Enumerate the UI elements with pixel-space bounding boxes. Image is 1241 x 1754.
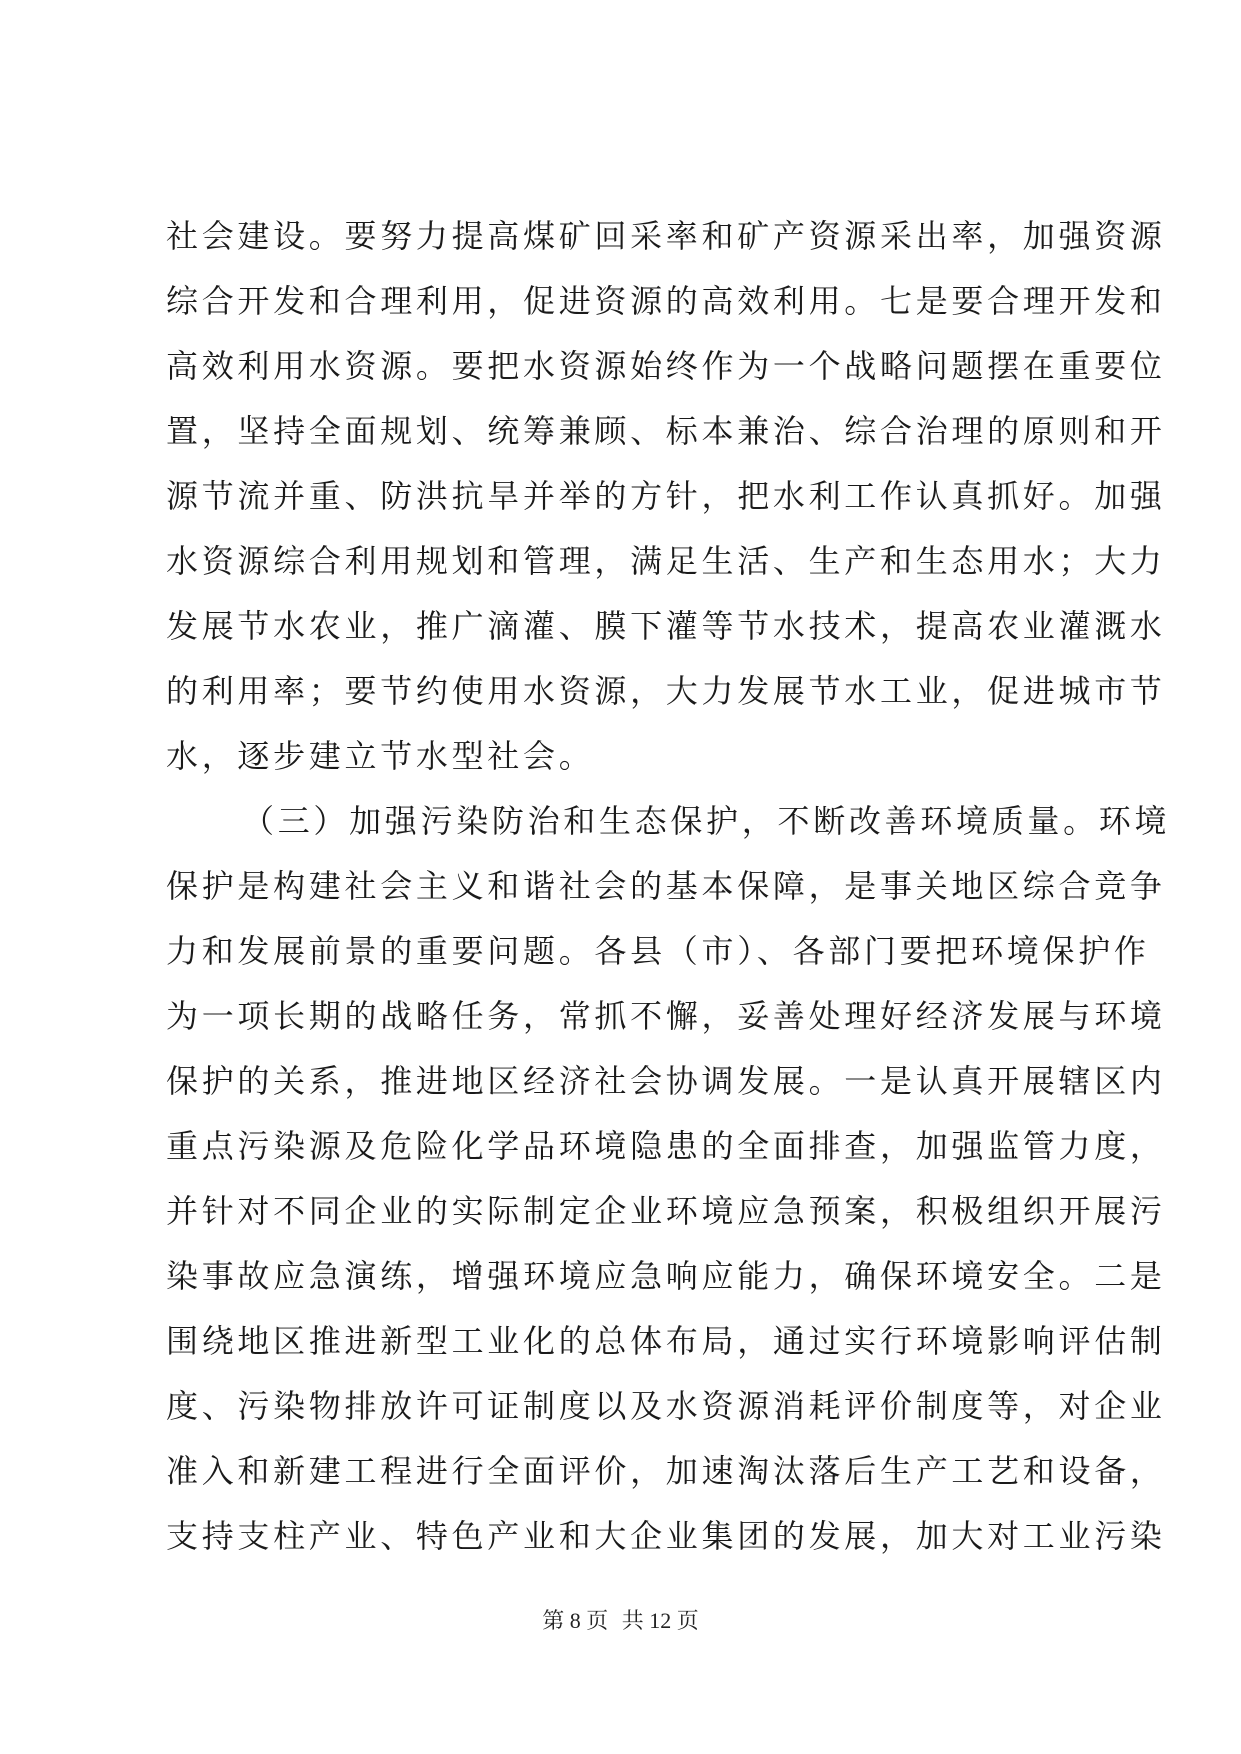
text-line: 准入和新建工程进行全面评价，加速淘汰落后生产工艺和设备， [166, 1452, 1166, 1490]
page-number: 第 8 页 [542, 1608, 609, 1633]
text-line: 度、污染物排放许可证制度以及水资源消耗评价制度等，对企业 [166, 1387, 1166, 1425]
text-line: 并针对不同企业的实际制定企业环境应急预案，积极组织开展污 [166, 1192, 1166, 1230]
text-line: 保护的关系，推进地区经济社会协调发展。一是认真开展辖区内 [166, 1062, 1166, 1100]
text-line: 水资源综合利用规划和管理，满足生活、生产和生态用水；大力 [166, 542, 1166, 580]
text-line: 围绕地区推进新型工业化的总体布局，通过实行环境影响评估制 [166, 1322, 1166, 1360]
text-line: 综合开发和合理利用，促进资源的高效利用。七是要合理开发和 [166, 282, 1166, 320]
body-text [166, 204, 1171, 1569]
paragraph-first-line: （三）加强污染防治和生态保护，不断改善环境质量。环境 [242, 802, 1171, 840]
page-footer [0, 1606, 1241, 1636]
total-pages: 共 12 页 [621, 1608, 699, 1633]
text-line: 发展节水农业，推广滴灌、膜下灌等节水技术，提高农业灌溉水 [166, 607, 1166, 645]
text-line: 染事故应急演练，增强环境应急响应能力，确保环境安全。二是 [166, 1257, 1166, 1295]
text-line: 为一项长期的战略任务，常抓不懈，妥善处理好经济发展与环境 [166, 997, 1166, 1035]
text-line: 水，逐步建立节水型社会。 [166, 737, 595, 775]
text-line: 的利用率；要节约使用水资源，大力发展节水工业，促进城市节 [166, 672, 1166, 710]
text-line: 社会建设。要努力提高煤矿回采率和矿产资源采出率，加强资源 [166, 217, 1166, 255]
text-line: 高效利用水资源。要把水资源始终作为一个战略问题摆在重要位 [166, 347, 1166, 385]
text-line: 源节流并重、防洪抗旱并举的方针，把水利工作认真抓好。加强 [166, 477, 1166, 515]
text-line: 力和发展前景的重要问题。各县（市）、各部门要把环境保护作 [166, 932, 1150, 970]
text-line: 支持支柱产业、特色产业和大企业集团的发展，加大对工业污染 [166, 1517, 1166, 1555]
text-line: 保护是构建社会主义和谐社会的基本保障，是事关地区综合竞争 [166, 867, 1166, 905]
text-line: 置，坚持全面规划、统筹兼顾、标本兼治、综合治理的原则和开 [166, 412, 1166, 450]
text-line: 重点污染源及危险化学品环境隐患的全面排查，加强监管力度， [166, 1127, 1166, 1165]
